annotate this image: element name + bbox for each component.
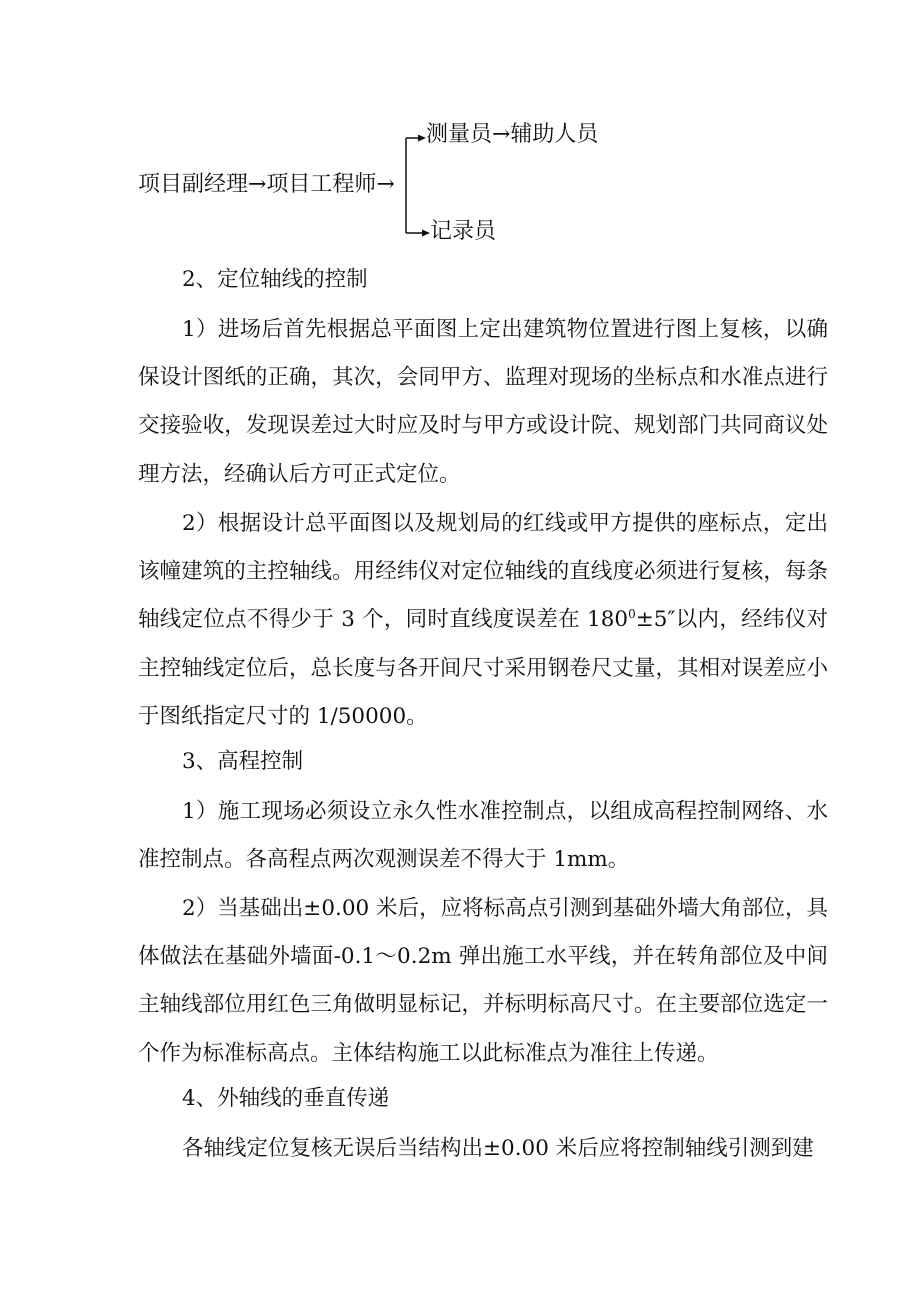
org-node-deputy-manager-engineer: 项目副经理→项目工程师→ xyxy=(138,172,395,197)
org-node-recorder: 记录员 xyxy=(430,219,497,244)
section-4-heading: 4、外轴线的垂直传递 xyxy=(182,1086,390,1111)
section-2-paragraph-2 xyxy=(138,500,828,741)
paragraph-2-text-b: ±5″以内，经纬仪对主控轴线定位后，总长度与各开间尺寸采用钢卷尺丈量，其相对误差应小于图纸指定尺寸的 1/50000。 xyxy=(138,607,828,729)
section-3-paragraph-2: 2）当基础出±0.00 米后，应将标高点引测到基础外墙大角部位，具体做法在基础外墙面-0.1～0.2m 弹出施工水平线，并在转角部位及中间主轴线部位用红色三角做明显标记，并标明标高尺寸。在主要部位选定一个作为标准标高点。主体结构施工以此标准点为准往上传递。 xyxy=(138,896,828,1066)
top-arrow-head xyxy=(418,135,426,142)
section-3-heading: 3、高程控制 xyxy=(182,749,304,774)
paragraph-2-text-a: 2）根据设计总平面图以及规划局的红线或甲方提供的座标点，定出该幢建筑的主控轴线。用经纬仪对定位轴线的直线度必须进行复核，每条轴线定位点不得少于 3 个，同时直线度误差在 180 xyxy=(138,511,828,633)
org-chart xyxy=(0,0,920,260)
degree-superscript: 0 xyxy=(628,607,636,622)
section-2-paragraph-1: 1）进场后首先根据总平面图上定出建筑物位置进行图上复核，以确保设计图纸的正确，其次，会同甲方、监理对现场的坐标点和水准点进行交接验收，发现误差过大时应及时与甲方或设计院、规划部门共同商议处理方法，经确认后方可正式定位。 xyxy=(138,317,828,487)
bottom-arrow-head xyxy=(422,230,430,237)
section-2-heading: 2、定位轴线的控制 xyxy=(182,267,368,292)
section-3-paragraph-1: 1）施工现场必须设立永久性水准控制点，以组成高程控制网络、水准控制点。各高程点两次观测误差不得大于 1mm。 xyxy=(138,799,828,873)
section-4-paragraph-1: 各轴线定位复核无误后当结构出±0.00 米后应将控制轴线引测到建 xyxy=(182,1136,814,1161)
org-node-surveyor-assistant: 测量员→辅助人员 xyxy=(426,122,599,147)
